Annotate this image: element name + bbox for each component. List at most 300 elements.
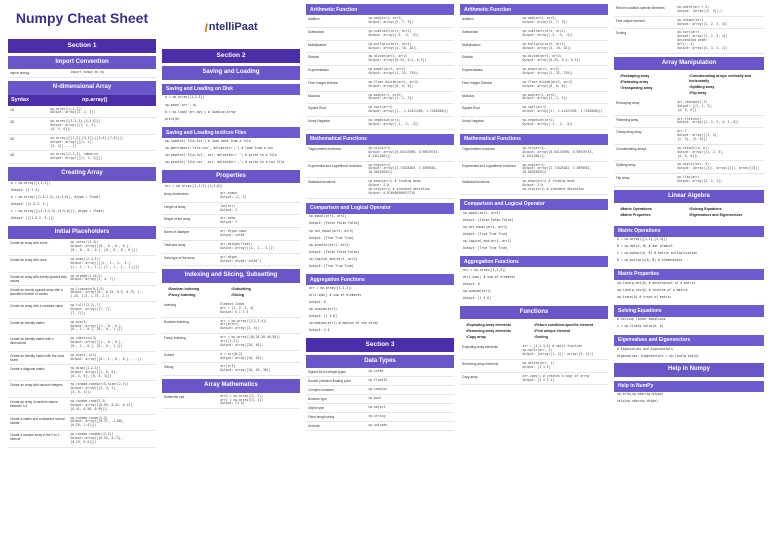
table-row: [614, 128, 764, 145]
row-key: Transposing array: [616, 130, 642, 135]
row-key: 1D: [10, 107, 15, 112]
table-row: [162, 301, 300, 318]
table-row: [8, 381, 156, 398]
mathf-header-c3: Mathematical Functions: [306, 134, 454, 145]
agg-header-c4: Aggregation Functions: [460, 256, 608, 267]
column-5: [614, 4, 764, 543]
table-row: [306, 422, 454, 431]
table-row: [8, 273, 156, 286]
row-value: np.multiply(arr1, arr2) Output: array([4, 10, 18]): [368, 41, 417, 50]
import-row: [8, 69, 156, 78]
text-files-subheader: Saving and Loading text/csv Files: [162, 127, 300, 138]
table-row: [8, 286, 156, 303]
row-value: np.add(arr1, arr2) Output: array([5, 7, 9]): [368, 16, 414, 25]
code-line: Output: [True True True]: [309, 235, 354, 240]
row-key: Splitting array: [616, 163, 636, 168]
row-key: Arithmetic ops: [164, 394, 185, 399]
bullet-item: • Return condition-specific element: [534, 322, 602, 328]
row-value: arr[0:3] Output: array([10, 20, 30]): [220, 364, 271, 373]
row-value: arr.astype(float) Output: array([[1., 2., 3.]]): [220, 241, 275, 250]
table-row: [162, 190, 300, 203]
import-convention-header: Import Convention: [8, 56, 156, 70]
row-value: len(arr) Output: 2: [220, 203, 238, 212]
cmp-header-c3: Comparison and Logical Operator: [306, 203, 454, 214]
row-value: np.mod(arr1, arr2) Output: array([1, 2, 3]): [522, 92, 568, 101]
row-key: 2D: [10, 120, 15, 125]
row-key: Reshaping array: [616, 100, 640, 105]
row-key: Division: [462, 55, 474, 60]
row-value: np.sqrt(arr1) Output: array([1., 1.41421356, 1.73205081]): [368, 105, 449, 114]
row-value: np.hsplit(arr, 3) Output: [array([1]), array([2]), array([3])]: [677, 162, 760, 171]
table-row: [306, 404, 454, 413]
manipulation-bullets-right: [689, 73, 758, 96]
row-value: np.array([[[1,2],[3,4]],[[5,6],[7,8]]]) Output: array([[[1, 2], [3, 4]], ...]): [50, 135, 123, 148]
creating-array-header: Creating Array: [8, 167, 156, 181]
code-line: eigenvalues, eigenvectors = np.linalg.eig(A): [617, 353, 699, 358]
row-key: Shape of the array: [164, 217, 191, 222]
row-key: Create an identity matrix: [10, 320, 45, 325]
table-row: [162, 363, 300, 376]
code-line: Output: [[[1.5 2. 3.]]]: [11, 216, 54, 221]
indexing-bullets: [162, 283, 300, 301]
row-value: np.power(arr1, arr2) Output: array([1, 32, 729]): [522, 67, 573, 75]
table-row: [162, 318, 300, 335]
row-key: Multiplication: [462, 42, 481, 47]
row-key: Complex numbers: [308, 388, 334, 393]
row-value: np.random.random((2,2)) Output: array([[0.55, 0.71], [0.29, 0.51]]): [70, 432, 123, 444]
row-key: Length of array: [164, 204, 186, 209]
table-row: [162, 351, 300, 364]
table-row: [460, 360, 608, 373]
code-line: np.cumsum(arr1): [309, 307, 337, 312]
row-key: Exponential and Logarithmic functions: [462, 163, 516, 168]
code-line: np.linalg.inv(A) # inverse of a matrix: [617, 287, 688, 292]
row-key: Subset: [164, 352, 174, 357]
row-value: np.object: [368, 405, 386, 410]
section-1-header: Section 1: [8, 39, 156, 53]
table-row: [8, 135, 156, 152]
table-row: [8, 118, 156, 135]
code-line: c = np.array([[(1.5,2,3),(4,5,6)]], dtype = float): [11, 209, 105, 214]
table-row: [8, 151, 156, 164]
row-value: np.mod(arr1, arr2) Output: array([1, 2, 3]): [368, 92, 414, 101]
table-row: [8, 106, 156, 119]
row-value: np.divide(arr1, arr2) Output: array([0.25, 0.4, 0.5]): [368, 54, 427, 63]
functions-bullets-right: [534, 322, 602, 340]
code-line: # Solving linear equations: [617, 317, 666, 322]
row-key: Square Root: [308, 106, 326, 111]
row-key: Trigonometric functions: [308, 146, 342, 151]
manipulation-bullets: [614, 70, 764, 99]
code-line: arr1.sum() # sum of elements: [463, 275, 516, 280]
row-key: Object type: [308, 406, 325, 411]
nd-head-array: np.array(): [82, 96, 108, 103]
row-key: Subtraction: [308, 29, 325, 34]
row-key: Fixed-length string: [308, 415, 335, 420]
row-key: Return condition-specific elements: [616, 6, 665, 10]
table-row: [162, 334, 300, 351]
table-row: [8, 431, 156, 448]
code-line: print(b): [165, 116, 180, 121]
code-line: np.loadtxt('file.txt') # load data from a file: [165, 138, 251, 143]
bullet-item: • Eigenvalues and Eigenvectors: [689, 212, 758, 218]
table-row: [460, 373, 608, 386]
row-key: Floor Integer Division: [308, 80, 339, 85]
code-line: Output: [True True True]: [463, 245, 508, 250]
table-row: [162, 241, 300, 254]
row-value: arr.ndim Output: 2: [220, 216, 238, 225]
row-key: Slicing: [164, 365, 174, 370]
table-row: [460, 15, 608, 28]
row-key: Floor Integer Division: [462, 80, 493, 85]
table-row: [460, 162, 608, 179]
row-value: arr1 = np.array([1, 2]) arr2 = np.array([3, 4]) Output: [4 6]: [220, 393, 264, 406]
bullet-item: • Matrix Properties: [620, 212, 689, 218]
indexing-rows: [162, 301, 300, 376]
code-line: np.genfromtxt('file.csv', delimiter=',') # load from a csv: [165, 145, 274, 150]
code-line: np.info(np.ndarray.dtype): [617, 392, 664, 397]
import-value: import numpy as np: [70, 70, 104, 75]
code-line: Output: [True True True]: [309, 263, 354, 268]
code-line: B = np.dot(A, B) # dot product: [617, 244, 673, 249]
linear-algebra-header: Linear Algebra: [614, 190, 764, 204]
column-4: [460, 4, 608, 543]
import-key: import numpy: [10, 71, 30, 76]
table-row: [306, 79, 454, 92]
row-key: nD: [10, 153, 15, 158]
row-key: Addition: [308, 17, 320, 22]
table-row: [306, 178, 454, 198]
matrix-operations-header: Matrix Operations: [614, 226, 764, 237]
cmp-lines-c3: [306, 214, 454, 270]
row-value: np.int64: [368, 369, 384, 374]
code-line: np.equal(arr1, arr2): [463, 210, 501, 215]
row-value: np.add(arr1, arr2) Output: array([5, 7, 9]): [522, 16, 568, 25]
code-line: np.savetxt('file.csv', arr, delimiter=',') # write to a csv file: [165, 160, 285, 165]
row-key: Flip array: [616, 176, 630, 181]
row-value: arr.copy() # creates a copy of array Output: [1 2 3 4]: [522, 373, 590, 382]
bullet-item: • Solving Equations: [689, 206, 758, 212]
table-row: [460, 104, 608, 117]
code-line: a = np.array([1,2,3]): [11, 181, 51, 186]
nd-table-head: [8, 95, 156, 106]
row-key: Signed 64-bit integer types: [308, 370, 346, 375]
row-key: Exponentiation: [462, 68, 484, 73]
row-value: np.flip(arr) Output: array([3, 2, 1]): [677, 175, 723, 183]
code-line: np.median(arr1) # median of the array: [309, 321, 378, 326]
row-key: Subtraction: [462, 29, 479, 34]
row-key: Removing array elements: [462, 362, 499, 367]
code-line: arr = np.array([1,2,3]): [463, 268, 506, 273]
functions-bullets-left: [466, 322, 534, 340]
code-line: np.cumsum(arr1): [463, 289, 491, 294]
row-value: np.delete(arr, 1) Output: [1 3 4]: [522, 361, 555, 369]
code-line: C = np.matmul(A, B) # matrix multiplication: [617, 251, 698, 256]
table-row: [460, 79, 608, 92]
column-1: [8, 4, 156, 543]
matrix-properties-header: Matrix Properties: [614, 269, 764, 280]
row-value: np.mean(arr1) # finding mean Output: 2.0 np.std(arr1) # standard deviation Output: 0.816496580927726: [368, 179, 430, 195]
page-title: Numpy Cheat Sheet: [15, 10, 149, 26]
table-row: [306, 368, 454, 377]
row-key: Create an identity matrix with the ones fourth: [10, 353, 65, 362]
row-value: np.unicode_: [368, 423, 389, 428]
row-key: Double precision floating point: [308, 379, 351, 384]
logo-text: ntelliPaat: [208, 21, 258, 34]
row-value: np.random.randint(5,size=(2,3)) Output: array([[2, 4, 1], [3, 0, 4]]): [70, 382, 129, 395]
row-key: Modulus: [462, 93, 475, 98]
section-2-header: Section 2: [162, 49, 300, 63]
nd-head-syntax: Syntax: [11, 96, 30, 103]
row-value: np.arange(1,10,3) Output: array([1, 4, 7]): [70, 273, 116, 282]
code-line: Output: [1 3 6]: [463, 296, 491, 301]
bullet-item: • Exploding array elements: [466, 322, 534, 328]
table-row: [8, 256, 156, 273]
row-value: arr.reshape(2,3) Output: [[1, 2, 3], [4, 5, 6]]: [677, 99, 713, 112]
nd-array-header: N-dimensional Array: [8, 81, 156, 95]
array-mathematics-header: Array Mathematics: [162, 379, 300, 393]
table-row: [8, 415, 156, 432]
row-value: np.where(arr > 2) Output: (array([2, 3]),): [677, 5, 723, 13]
help-lines: [614, 392, 764, 406]
bullet-item: • Slicing: [231, 292, 294, 298]
table-row: [306, 162, 454, 179]
row-key: Create an array of random values between 0-1: [10, 400, 58, 408]
code-line: np.not_equal(arr1, arr2): [309, 228, 354, 233]
row-value: np.power(arr1, arr2) Output: array([1, 32, 729]): [368, 67, 419, 75]
logo-mark: I: [204, 20, 208, 35]
disk-subheader: Saving and Loading on Disk: [162, 84, 300, 95]
intellipaat-logo: [162, 10, 300, 46]
saving-loading-header: Saving and Loading: [162, 66, 300, 80]
code-line: Output: [True True True]: [463, 231, 508, 236]
mathf-header-c4: Mathematical Functions: [460, 134, 608, 145]
row-value: np.bool: [368, 396, 382, 401]
help-subheader: Help in NumPy: [614, 381, 764, 392]
code-line: Output: [[1.5 2. 3.]: [11, 202, 49, 207]
eigen-lines: [614, 346, 764, 360]
row-value: np.exp(arr1) Output: array([2.71828183, 7.3890561, 20.08553692]): [368, 162, 438, 175]
manipulation-bullets-left: [620, 73, 689, 96]
row-key: Unary Negation: [308, 119, 331, 123]
row-value: np.floor_divide(arr1, arr2) Output: array([0, 0, 0]): [522, 79, 573, 88]
table-row: [162, 215, 300, 228]
row-key: Flattening array: [616, 117, 639, 122]
row-key: Concatenating arrays: [616, 146, 647, 151]
row-key: 3D: [10, 136, 15, 141]
code-line: np.trace(A) # trace of matrix: [617, 294, 672, 299]
bullet-item: • Reshaping array: [620, 73, 689, 79]
table-row: [306, 395, 454, 404]
arith-rows-c4: [460, 15, 608, 129]
row-value: np.exp(arr1) Output: array([2.71828183, 7.3890561, 20.08553692]): [522, 162, 592, 175]
bullet-item: • Subsetting: [231, 286, 294, 292]
solving-equations-lines: [614, 317, 764, 331]
code-line: arr1.sum() # sum of elements: [309, 293, 362, 298]
table-row: [306, 117, 454, 130]
row-key: Array dimensions: [164, 192, 189, 197]
code-line: Output: [1 3 6]: [309, 314, 337, 319]
row-value: np.vstack((a, b)) Output: array([[1, 2, 3], [4, 5, 6]]): [677, 145, 724, 158]
table-row: [460, 28, 608, 41]
table-row: [614, 174, 764, 187]
row-key: Fancy Indexing: [164, 336, 186, 341]
row-key: Copy array: [462, 374, 478, 379]
table-row: [306, 413, 454, 422]
indexing-header: Indexing and Slicing, Subsetting: [162, 269, 300, 283]
row-key: Total size array: [164, 242, 186, 247]
data-types-rows: [306, 368, 454, 431]
row-key: Name of datatype: [164, 230, 190, 235]
bullet-item: • Sorting: [534, 334, 602, 340]
row-value: Element Index arr = [1, 2, 3, 4] Output: 0 1 2 3: [220, 302, 254, 314]
array-math-rows: [162, 393, 300, 410]
agg-lines-c4: [460, 267, 608, 302]
row-key: Modulus: [308, 93, 321, 98]
row-value: arr = np.array([1,2,3,4]) arr[arr>2] Output: array([3, 4]): [220, 318, 267, 331]
code-line: np.linalg.det(A) # determinant of a matrix: [617, 280, 696, 285]
data-types-header: Data Types: [306, 355, 454, 369]
code-line: np.logical_and(arr1, arr2): [309, 256, 358, 261]
table-row: [162, 254, 300, 267]
properties-rows: [162, 190, 300, 266]
table-row: [614, 161, 764, 174]
table-row: [614, 145, 764, 162]
row-value: np.ones((2,3,4)) Output: array([[[1., 1., 1., 1.], [1., 1., 1., 1.], [1., 1., 1., 1.]]]): [70, 256, 140, 269]
row-key: Exponential and Logarithmic functions: [308, 163, 362, 168]
table-row: [306, 53, 454, 66]
table-row: [460, 178, 608, 195]
code-line: Output: 2.0: [309, 328, 330, 333]
matrix-properties-lines: [614, 280, 764, 301]
row-value: arr = [1,2,3,4] # split function np.split(arr, 2) Output: [array([1, 2]), array([3, 4])]: [522, 344, 594, 357]
text-file-lines: [162, 138, 300, 166]
code-line: np.equal(arr1, arr2): [309, 214, 347, 219]
row-value: np.negative(arr1) Output: array([-1, -2, -3]): [522, 118, 573, 126]
table-row: [162, 393, 300, 410]
row-key: Statistical functions: [462, 180, 490, 185]
help-header: Help in Numpy: [614, 363, 764, 377]
table-row: [306, 28, 454, 41]
table-row: [8, 352, 156, 365]
linalg-bullets-left: [620, 206, 689, 218]
row-key: Indexing: [164, 303, 177, 308]
row-value: arr.dtype Output: dtype('int64'): [220, 254, 262, 263]
arith-rows-c3: [306, 15, 454, 129]
code-line: a = np.array([1,2,3]): [165, 95, 205, 100]
row-value: np.float32: [368, 378, 388, 383]
table-row: [306, 92, 454, 105]
bullet-item: • Removing array elements: [466, 328, 534, 334]
code-line: arr = np.array([1,2,3]): [309, 286, 352, 291]
row-value: np.floor_divide(arr1, arr2) Output: array([0, 0, 0]): [368, 79, 419, 88]
row-value: np.sin(arr1) Output: array([0.84147098, 0.90929743, 0.14112001]): [368, 145, 440, 158]
table-row: [460, 92, 608, 105]
table-row: [8, 239, 156, 256]
initial-placeholders-header: Initial Placeholders: [8, 226, 156, 240]
row-value: np.divide(arr1, arr2) Output: array([0.25, 0.4, 0.5]): [522, 54, 581, 63]
code-line: np.greater(arr1, arr2): [309, 242, 350, 247]
row-key: Unary Negation: [462, 119, 485, 123]
row-value: arr.dtype.name Output: int64: [220, 229, 247, 238]
bullet-item: • Splitting array: [689, 84, 758, 90]
row-key: Create an array with ones: [10, 257, 47, 262]
code-line: # Eigenvalues and eigenvectors: [617, 346, 673, 351]
arith-header-c4: Arithmetic Function: [460, 4, 608, 15]
section-3-header: Section 3: [306, 338, 454, 352]
row-key: Create an array with evenly spaced step values: [10, 274, 67, 283]
table-row: [306, 41, 454, 54]
row-key: Trigonometric functions: [462, 146, 496, 151]
row-value: arr.shape Output: (2, 3): [220, 191, 247, 199]
bullet-item: • Fancy Indexing: [168, 292, 231, 298]
table-row: [460, 145, 608, 162]
row-value: np.array([1,2,3], ndmin=n) Output: array([[[1, 2, 3]]]): [50, 152, 103, 161]
table-row: [306, 386, 454, 395]
linalg-bullets: [614, 203, 764, 221]
row-key: Create an evenly spaced array with a specified number of values: [10, 287, 63, 296]
row-value: np.random.rand(2,3) Output: array([[0.69, 0.42, 0.13], [0.41, 0.58, 0.99]]): [70, 399, 134, 411]
row-value: arr.flatten() Output: array([1, 2, 3, 4, 5, 6]): [677, 116, 739, 125]
top-rows-c5: [614, 4, 764, 54]
bullet-item: • Boolean Indexing: [168, 286, 231, 292]
solving-equations-header: Solving Equations: [614, 305, 764, 316]
row-value: np.sort(arr) Output: array([1, 2, 3, 4]) Descending order arr[::-1] Output: array([4, 3, 2, 1]): [677, 30, 728, 50]
row-value: np.diag([1,2,3]) Output: array([[1, 0, 0], [0, 2, 0], [0, 0, 3]]): [70, 365, 118, 378]
agg-header-c3: Aggregation Functions: [306, 274, 454, 285]
code-line: b = np.load('arr.npy') # loading array: [165, 109, 236, 114]
row-key: Create a random array in the 0 to 1 interval: [10, 433, 60, 442]
properties-intro: arr = np.array([1,2,3],[4,5,6]): [165, 183, 223, 188]
bullet-item: • Flip array: [689, 90, 758, 96]
table-row: [460, 41, 608, 54]
row-key: Boolean type: [308, 397, 327, 402]
table-row: [8, 302, 156, 319]
row-value: np.string_: [368, 414, 388, 419]
mathf-rows-c4: [460, 145, 608, 195]
row-value: np.unique(arr) Output: array([1, 2, 3, 4]): [677, 17, 728, 26]
row-value: np.identity(3) Output: array([[1., 0., 0.], [0., 1., 0.], [0., 0., 1.]]): [70, 336, 123, 348]
indexing-bullets-left: [168, 286, 231, 298]
disk-lines: [162, 95, 300, 123]
column-3: [306, 4, 454, 543]
table-row: [306, 145, 454, 162]
functions-bullets: [460, 319, 608, 343]
code-line: Output: [False False False]: [463, 217, 514, 222]
bullet-item: • Concatenating arrays vertically and horizontally: [689, 73, 758, 84]
table-row: [460, 343, 608, 360]
agg-lines-c3: [306, 285, 454, 334]
row-value: np.eye(3) Output: array([[1., 0., 0.], [0., 1., 0.], [0., 0., 1.]]): [70, 319, 123, 332]
row-value: np.mean(arr1) # finding mean Output: 2.0 np.std(arr1) # standard deviation: [522, 179, 584, 191]
functions-rows: [460, 343, 608, 385]
linalg-bullets-right: [689, 206, 758, 218]
row-key: Sorting: [616, 31, 627, 36]
row-value: arr = np.array([10,20,30,40,50]) arr[[1,3]] Output: array([20, 40]): [220, 335, 280, 347]
array-manipulation-header: Array Manipulation: [614, 57, 764, 71]
indexing-bullets-right: [231, 286, 294, 298]
row-value: np.array([1,2,3]) Output: array([1, 2, 3]): [50, 106, 96, 115]
table-row: [8, 335, 156, 352]
row-value: np.zeros((3,4)) Output: array([[0., 0., 0., 0.], [0., 0., 0., 0.], [0., 0., 0., 0.]]): [70, 240, 138, 253]
row-key: Create a diagonal matrix: [10, 366, 45, 371]
table-row: [306, 15, 454, 28]
table-row: [162, 203, 300, 216]
manipulation-rows: [614, 99, 764, 187]
code-line: np.logical_and(arr1, arr2): [463, 238, 512, 243]
row-value: np.eye(4, k=1) Output: array([[0., 1., 0., 0.], ...]): [70, 352, 142, 361]
row-value: np.linspace(0,2,9) Output: array([0., 0.25, 0.5, 0.75, 1., 1.25, 1.5, 1.75, 2.]): [70, 286, 144, 299]
